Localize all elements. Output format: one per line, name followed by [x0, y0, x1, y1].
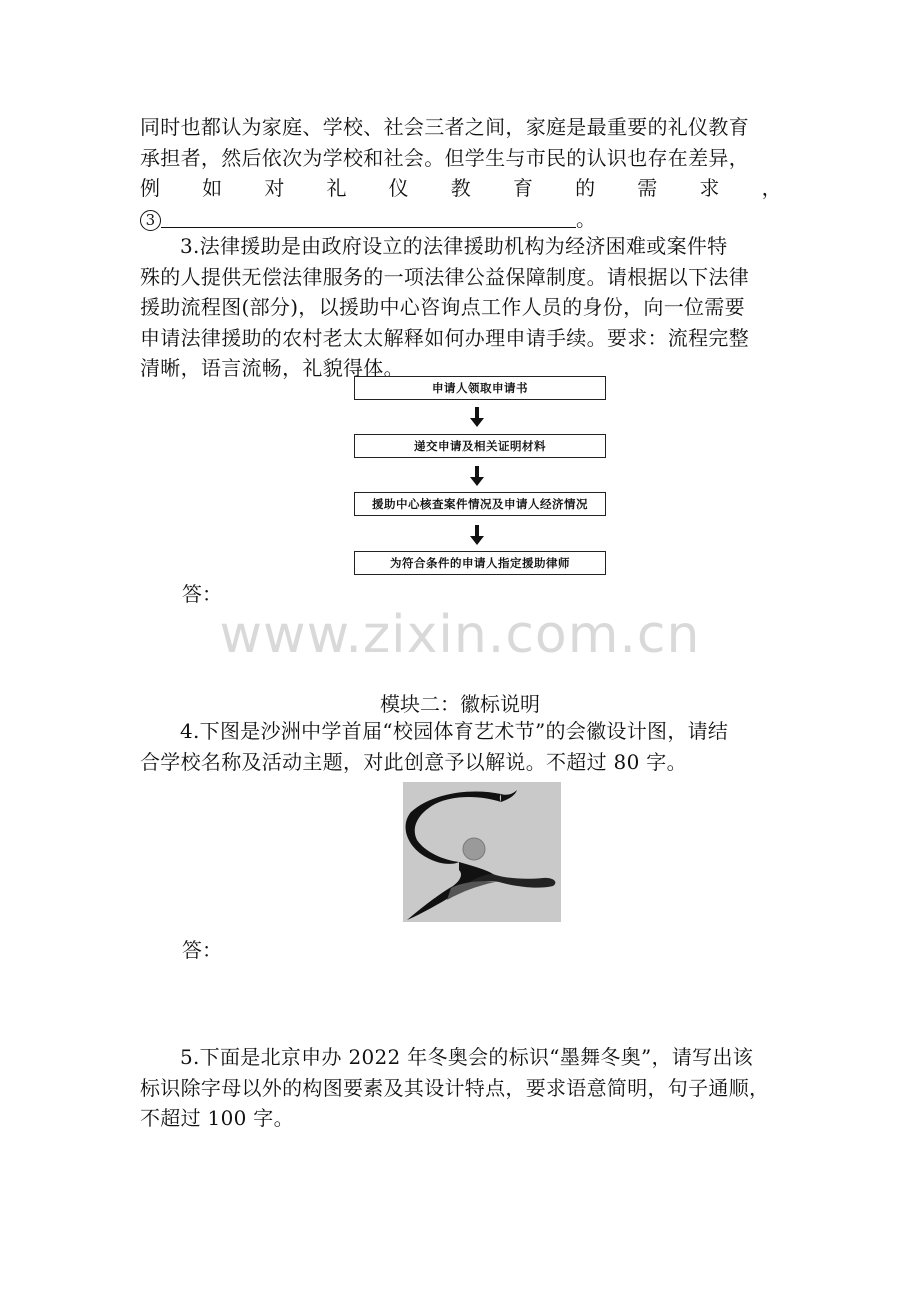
- q3-paragraph: [140, 231, 782, 384]
- flow-step-1: 申请人领取申请书: [354, 376, 606, 400]
- line3-char: 仪: [388, 176, 409, 200]
- section1-line1: 同时也都认为家庭、学校、社会三者之间，家庭是最重要的礼仪教育: [140, 115, 749, 139]
- q4-line1: 4.下图是沙洲中学首届“校园体育艺术节”的会徽设计图，请结: [180, 719, 729, 743]
- module2-heading: 模块二：徽标说明: [380, 692, 540, 716]
- line3-char: 例: [140, 176, 161, 200]
- flow-step-2: 递交申请及相关证明材料: [354, 434, 606, 458]
- q5-line3: 不超过 100 字。: [140, 1106, 294, 1130]
- line3-char: 的: [575, 176, 596, 200]
- q3-line2: 殊的人提供无偿法律服务的一项法律公益保障制度。请根据以下法律: [140, 264, 749, 289]
- watermark: www.zixin.com.cn: [219, 605, 701, 665]
- section1-line4: [140, 204, 782, 235]
- line3-char: 育: [512, 176, 534, 200]
- circled-number: 3: [140, 210, 161, 231]
- q5-line1: 5.下面是北京申办 2022 年冬奥会的标识“墨舞冬奥”，请写出该: [180, 1045, 754, 1069]
- line3-char: 教: [450, 176, 472, 200]
- q3-answer-label: 答：: [182, 582, 222, 606]
- line3-char: 需: [637, 176, 658, 200]
- line3-char: 对: [264, 176, 285, 200]
- section1-paragraph: [140, 112, 782, 234]
- line3-char: 礼: [326, 176, 347, 200]
- line3-char: ，: [761, 176, 782, 200]
- flow-step-3: 援助中心核查案件情况及申请人经济情况: [354, 492, 606, 516]
- answer-blank[interactable]: [161, 205, 576, 228]
- q3-line4: 申请法律援助的农村老太太解释如何办理申请手续。要求：流程完整: [140, 325, 749, 350]
- q4-answer-label: 答：: [182, 938, 222, 962]
- festival-emblem-image: [403, 782, 561, 922]
- line4-end: 。: [576, 206, 597, 231]
- line3-char: 求: [699, 176, 720, 200]
- q4-line2: 合学校名称及活动主题，对此创意予以解说。不超过 80 字。: [140, 749, 687, 774]
- section1-line3: [140, 173, 782, 204]
- down-arrow-icon: [470, 466, 484, 486]
- q3-line5: 清晰，语言流畅，礼貌得体。: [140, 356, 404, 380]
- section1-line2: 承担者，然后依次为学校和社会。但学生与市民的认识也存在差异，: [140, 145, 749, 170]
- q5-line2: 标识除字母以外的构图要素及其设计特点，要求语意简明，句子通顺，: [140, 1075, 770, 1100]
- down-arrow-icon: [470, 407, 484, 427]
- q5-paragraph: [140, 1042, 782, 1134]
- q3-line3: 援助流程图(部分)，以援助中心咨询点工作人员的身份，向一位需要: [140, 295, 745, 319]
- line3-char: 如: [202, 176, 223, 200]
- q4-paragraph: [140, 716, 782, 777]
- q3-line1: 3.法律援助是由政府设立的法律援助机构为经济困难或案件特: [180, 234, 728, 258]
- down-arrow-icon: [470, 525, 484, 545]
- flow-step-4: 为符合条件的申请人指定援助律师: [354, 551, 606, 575]
